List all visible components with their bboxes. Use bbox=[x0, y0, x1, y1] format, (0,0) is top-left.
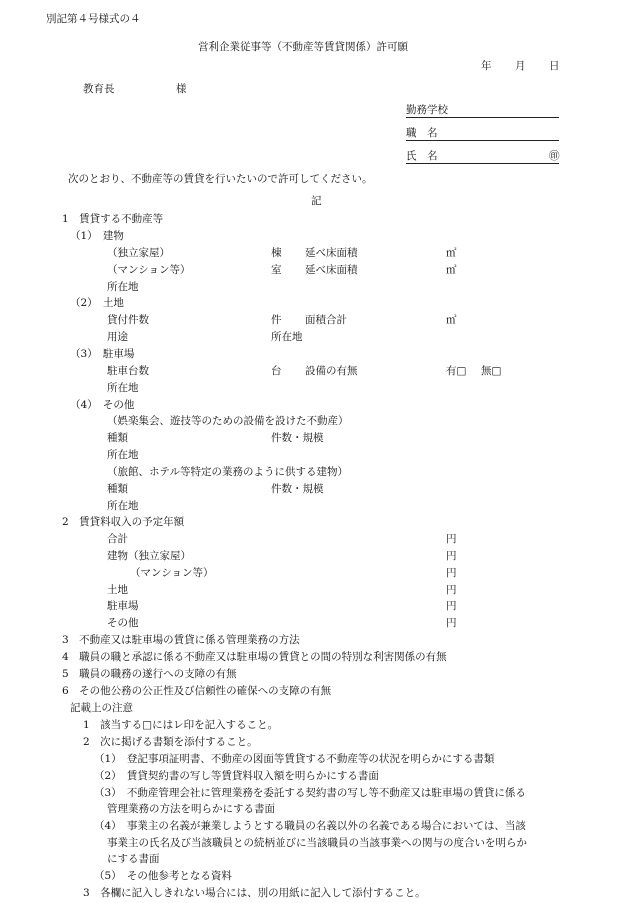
parking-yes-checkbox: 有□ bbox=[446, 365, 467, 377]
parking-label: （3） 駐車場 bbox=[70, 348, 135, 360]
income-land-label: 土地 bbox=[107, 584, 128, 596]
mansion-area-label: 延べ床面積 bbox=[305, 264, 358, 276]
building-label: （1） 建物 bbox=[70, 230, 124, 242]
note-2-sub-5: （5） その他参考となる資料 bbox=[94, 870, 232, 882]
income-other-label: その他 bbox=[107, 617, 139, 629]
parking-unit: 台 bbox=[271, 365, 282, 377]
income-land-yen: 円 bbox=[446, 584, 457, 596]
note-2-sub-2: （2） 賃貸契約書の写し等賃貸料収入額を明らかにする書面 bbox=[94, 770, 379, 782]
date-day-label: 日 bbox=[549, 60, 560, 72]
detached-m2: ㎡ bbox=[446, 247, 457, 259]
school-field bbox=[406, 117, 559, 118]
school-label: 勤務学校 bbox=[406, 104, 448, 116]
amusement-scale-label: 件数・規模 bbox=[271, 432, 324, 444]
page-title: 営利企業従事等（不動産等賃貸関係）許可願 bbox=[198, 41, 408, 53]
date-year-label: 年 bbox=[481, 60, 492, 72]
land-area-label: 面積合計 bbox=[305, 314, 347, 326]
income-total-yen: 円 bbox=[446, 533, 457, 545]
amusement-location-label: 所在地 bbox=[107, 449, 139, 461]
amusement-facility-label: （娯楽集会、遊技等のための設備を設けた不動産） bbox=[107, 415, 349, 427]
item-4: 4 職員の職と承認に係る不動産又は駐車場の賃貸との間の特別な利害関係の有無 bbox=[62, 651, 447, 663]
form-number: 別記第４号様式の４ bbox=[46, 13, 141, 25]
land-count-unit: 件 bbox=[271, 314, 282, 326]
hotel-facility-label: （旅館、ホテル等特定の業務のように供する建物） bbox=[107, 466, 348, 478]
parking-equipment-label: 設備の有無 bbox=[305, 365, 358, 377]
seal-mark: ㊞ bbox=[549, 150, 560, 162]
intro-text: 次のとおり、不動産等の賃貸を行いたいので許可してください。 bbox=[68, 173, 373, 185]
note-1: 1 該当する□にはレ印を記入すること。 bbox=[83, 719, 279, 731]
parking-location-label: 所在地 bbox=[107, 382, 139, 394]
mansion-unit: 室 bbox=[271, 264, 282, 276]
building-location-label: 所在地 bbox=[107, 281, 139, 293]
section-1-title: 1 賃貸する不動産等 bbox=[62, 213, 164, 225]
income-building-label: 建物（独立家屋） bbox=[107, 550, 191, 562]
item-3: 3 不動産又は駐車場の賃貸に係る管理業務の方法 bbox=[62, 634, 300, 646]
position-label: 職 名 bbox=[406, 127, 438, 139]
addressee-suffix: 様 bbox=[176, 83, 187, 95]
ki-mark: 記 bbox=[311, 195, 322, 207]
addressee: 教育長 bbox=[83, 83, 115, 95]
note-2-sub-4-cont-1: 事業主の氏名及び当該職員との続柄並びに当該職員の当該事業への関与の度合いを明らか bbox=[107, 837, 527, 849]
parking-no-checkbox: 無□ bbox=[481, 365, 502, 377]
income-parking-yen: 円 bbox=[446, 600, 457, 612]
note-3: 3 各欄に記入しきれない場合には、別の用紙に記入して添付すること。 bbox=[83, 887, 426, 899]
note-2-sub-4-cont-2: にする書面 bbox=[107, 853, 160, 865]
name-label: 氏 名 bbox=[406, 150, 438, 162]
hotel-scale-label: 件数・規模 bbox=[271, 483, 324, 495]
note-2: 2 次に掲げる書類を添付すること。 bbox=[83, 736, 258, 748]
mansion-m2: ㎡ bbox=[446, 264, 457, 276]
item-6: 6 その他公務の公正性及び信頼性の確保への支障の有無 bbox=[62, 685, 332, 697]
income-parking-label: 駐車場 bbox=[107, 600, 139, 612]
date-month-label: 月 bbox=[515, 60, 526, 72]
amusement-kind-label: 種類 bbox=[107, 432, 128, 444]
mansion-label: （マンション等） bbox=[107, 264, 191, 276]
other-label: （4） その他 bbox=[70, 399, 135, 411]
income-mansion-label: （マンション等） bbox=[130, 567, 214, 579]
land-count-label: 貸付件数 bbox=[107, 314, 149, 326]
note-2-sub-4: （4） 事業主の名義が兼業しようとする職員の名義以外の名義である場合においては、当該 bbox=[94, 820, 526, 832]
income-other-yen: 円 bbox=[446, 617, 457, 629]
item-5: 5 職員の職務の遂行への支障の有無 bbox=[62, 668, 237, 680]
land-location-label: 所在地 bbox=[271, 331, 303, 343]
income-building-yen: 円 bbox=[446, 550, 457, 562]
detached-area-label: 延べ床面積 bbox=[305, 247, 358, 259]
income-total-label: 合計 bbox=[107, 533, 128, 545]
detached-house-label: （独立家屋） bbox=[107, 247, 170, 259]
hotel-kind-label: 種類 bbox=[107, 483, 128, 495]
land-use-label: 用途 bbox=[107, 331, 128, 343]
note-2-sub-3-cont: 管理業務の方法を明らかにする書面 bbox=[107, 803, 275, 815]
hotel-location-label: 所在地 bbox=[107, 500, 139, 512]
note-2-sub-1: （1） 登記事項証明書、不動産の図面等賃貸する不動産等の状況を明らかにする書類 bbox=[94, 753, 495, 765]
parking-count-label: 駐車台数 bbox=[107, 365, 149, 377]
name-field bbox=[406, 163, 559, 164]
section-2-title: 2 賃貸料収入の予定年額 bbox=[62, 516, 185, 528]
income-mansion-yen: 円 bbox=[446, 567, 457, 579]
land-label: （2） 土地 bbox=[70, 297, 124, 309]
land-m2: ㎡ bbox=[446, 314, 457, 326]
position-field bbox=[406, 140, 559, 141]
detached-unit: 棟 bbox=[271, 247, 282, 259]
notes-title: 記載上の注意 bbox=[70, 702, 133, 714]
note-2-sub-3: （3） 不動産管理会社に管理業務を委託する契約書の写し等不動産又は駐車場の賃貸に係る bbox=[94, 787, 526, 799]
